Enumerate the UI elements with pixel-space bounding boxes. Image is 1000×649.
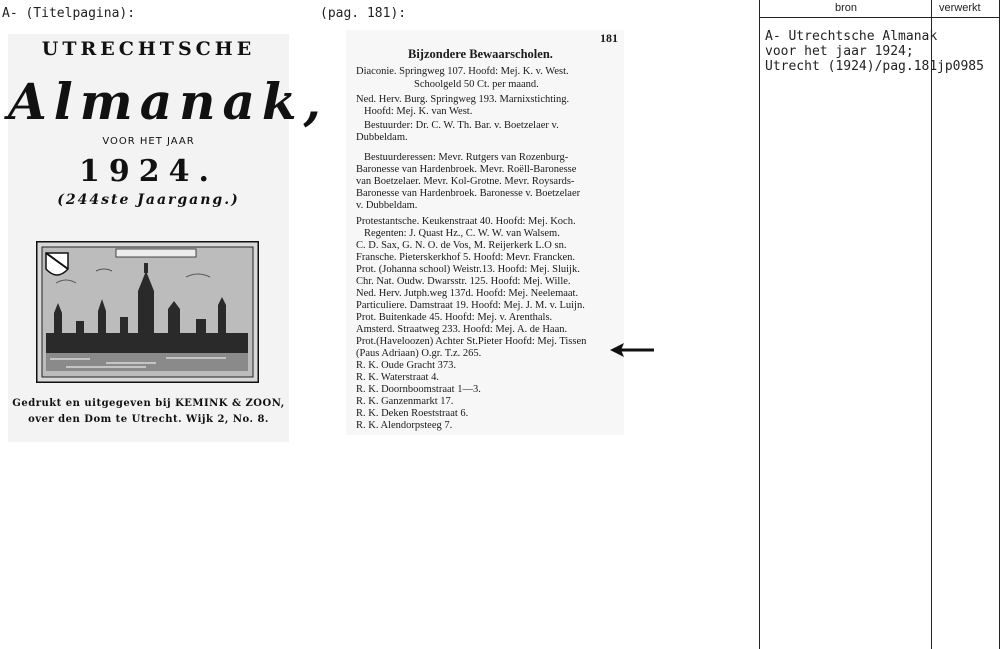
page-line: R. K. Oude Gracht 373. (356, 360, 457, 371)
page-line: R. K. Ganzenmarkt 17. (356, 396, 454, 407)
page-line: Amsterd. Straatweg 233. Hoofd: Mej. A. de Haan. (356, 324, 568, 335)
page-line: Ned. Herv. Jutph.weg 137d. Hoofd: Mej. Neelemaat. (356, 288, 579, 299)
page-line: R. K. Doornboomstraat 1—3. (356, 384, 481, 395)
page-line: Bestuurder: Dr. C. W. Th. Bar. v. Boetzelaer v. (364, 120, 559, 131)
page-line: Baronesse van Hardenbroek. Baronesse v. Boetzelaer (356, 188, 581, 199)
page-line: Fransche. Pieterskerkhof 5. Hoofd: Mevr. Francken. (356, 252, 575, 263)
pointer-arrow-icon (608, 342, 656, 358)
city-engraving-image (36, 241, 259, 383)
page-line: Hoofd: Mej. K. van West. (364, 106, 473, 117)
table-column-divider (931, 0, 932, 649)
table-header-rule (759, 17, 1000, 18)
column-header-verwerkt: verwerkt (939, 2, 981, 14)
page-line: Baronesse van Hardenbroek. Mevr. Roëll-Baronesse (356, 164, 577, 175)
table-border-left (759, 0, 760, 649)
page-number: 181 (600, 31, 618, 45)
bron-line: A- Utrechtsche Almanak (765, 29, 938, 44)
page-line: Protestantsche. Keukenstraat 40. Hoofd: Mej. Koch. (356, 216, 576, 227)
page-line: v. Dubbeldam. (356, 200, 418, 211)
page-line: R. K. Alendorpsteeg 7. (356, 420, 453, 431)
page-181-scan (346, 30, 624, 435)
page-line: R. K. Waterstraat 4. (356, 372, 439, 383)
page-line: (Paus Adriaan) O.gr. T.z. 265. (356, 348, 482, 359)
page-line: Bestuurderessen: Mevr. Rutgers van Rozenburg- (364, 152, 569, 163)
title-page-scan (8, 34, 328, 442)
page-line: Ned. Herv. Burg. Springweg 193. Marnixstichting. (356, 94, 570, 105)
bron-line: voor het jaar 1924; (765, 44, 914, 59)
page-line: Particuliere. Damstraat 19. Hoofd: Mej. J. M. v. Luijn. (356, 300, 585, 311)
page-line: Regenten: J. Quast Hz., C. W. W. van Walsem. (364, 228, 560, 239)
title-footer-line-2: over den Dom te Utrecht. Wijk 2, No. 8. (28, 414, 269, 425)
page-line: Prot. (Johanna school) Weistr.13. Hoofd: Mej. Sluijk. (356, 264, 580, 275)
title-name: Almanak, (8, 72, 328, 131)
title-voor-het-jaar: VOOR HET JAAR (102, 136, 195, 147)
page-heading: Bijzondere Bewaarscholen. (408, 47, 553, 61)
page-line: C. D. Sax, G. N. O. de Vos, M. Reijerkerk L.O sn. (356, 240, 567, 251)
page-line: van Boetzelaer. Mevr. Kol-Grotne. Mevr. Roysards- (356, 176, 575, 187)
title-top-line: UTRECHTSCHE (41, 38, 256, 60)
column-header-bron: bron (835, 2, 858, 14)
title-footer-line-1: Gedrukt en uitgegeven bij KEMINK & ZOON, (12, 398, 285, 409)
page-line: Chr. Nat. Oudw. Dwarsstr. 125. Hoofd: Mej. Wille. (356, 276, 571, 287)
page-line: Prot.(Haveloozen) Achter St.Pieter Hoofd: Mej. Tissen (356, 336, 587, 347)
verwerkt-code: jp0985 (937, 59, 984, 74)
page-line: Schoolgeld 50 Ct. per maand. (414, 79, 539, 90)
page-line: Prot. Buitenkade 45. Hoofd: Mej. v. Arenthals. (356, 312, 553, 323)
page-181-label: (pag. 181): (320, 6, 407, 21)
title-year: 1924. (79, 154, 218, 189)
page-line: Dubbeldam. (356, 132, 408, 143)
source-table (759, 0, 1000, 649)
title-jaargang: (244ste Jaargang.) (57, 192, 240, 208)
bron-line: Utrecht (1924)/pag.181 (765, 59, 938, 74)
title-page-label: A- (Titelpagina): (2, 6, 136, 21)
page-line: Diaconie. Springweg 107. Hoofd: Mej. K. v. West. (356, 66, 569, 77)
page-line: R. K. Deken Roeststraat 6. (356, 408, 469, 419)
